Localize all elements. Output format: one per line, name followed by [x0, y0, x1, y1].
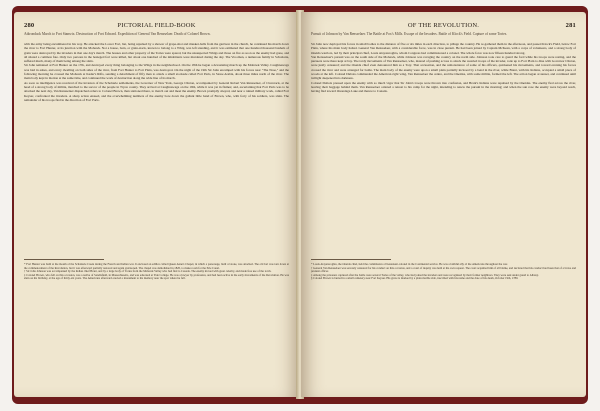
right-page-number: 281 [565, 22, 576, 29]
left-page [14, 12, 299, 397]
right-page [301, 12, 586, 397]
left-footnote-rule [24, 259, 104, 260]
right-body-text: Sir John now deployed his forces in small bodies to the distance of five or six miles in each direction, to pillage the country. He re-gathered them in the afternoon, and passed Klock's Field, below Fort Plain, where his main body halted. General Van Rensselaer, with a considerable force, was in close pursuit. He had been joined by Captain McKean, with a corps of volunteers, and a strong body of Oneida warriors, led by their principal chief, Louis Atayataroghta, whom Congress had commissioned a colonel. The whole force was now fifteen hundred strong. Van Rensselaer's pursuit was on the south side of the Mohawk, while Johnson was ravaging the country on the north side. Johnson took care to guard the ford while his troops were resting, and the pursuers were there kept at bay. The tardy movements of Van Rensselaer, who, instead of pushing across to attack the wearied troops of the invader, rode up to Fort Plain to dine with Governor Clinton, were justly censured; and the Oneida chief even denounced him as a Tory. That accusation, and the remonstrance of some of his officers, quickened his movements, and toward evening his forces crossed the river and were arranged for battle. The main body of the enemy were upon a small plain partially inclosed by a bend in the river, while Brant, with his Indians, occupied a small piece of woods at the left. Colonel Dubois commanded the American right wing, Van Rensselaer the centre, and the Oneidas, with some militia, formed the left. The action began at sunset, and continued until twilight deepened into darkness. Colonel Dubois pressed upon the enemy with so much vigor that Sir John's troops were thrown into confusion, and Brant's Indians were repulsed by the Oneidas. The enemy fled across the river, leaving their baggage behind them. Van Rensselaer ordered a retreat to his camp for the night, intending to renew the pursuit in the morning; and when the sun rose the enemy were beyond reach, having fled toward Onondaga Lake and thence to Canada. [311, 42, 576, 94]
right-footnotes: * Louis Atayataroghta, the Oneida chief, held the commission of lieutenant-colonel in the Continental service. He was a faithful ally of the Americans throughout the war. † General Van Rensselaer was severely censured for his conduct on this occasion, and a court of inquiry was held at his own request. The court acquitted him of all blame, and declared that his conduct had been that of a brave and prudent officer. ‡ Among the prisoners captured after the battle were several Tories of the valley, who had joined the invaders and were recognized by their former neighbors. They were sent under guard to Albany. § Colonel Brown is buried in a small cemetery near Fort Keyser. His grave is marked by a plain marble slab, inscribed with his name and the date of his death, October 19th, 1780. [311, 263, 576, 281]
right-subheads: Pursuit of Johnson by Van Rensselaer. The Battle at Fox's Mills. Escape of the Invaders. Battle of Klock's Field. Capture of some Tories. [311, 32, 508, 36]
left-page-number: 280 [24, 22, 35, 29]
right-running-title: OF THE REVOLUTION. [407, 22, 480, 29]
left-subheads: Adirondack March to Fort Stanwix. Destruction of Fort Edward. Expedition of General Van Rensselaer. Death of Colonel Brown. [24, 32, 211, 36]
left-body-text: with the army being encumbered in his way. He attacked the Lower Fort, but, being repulsed by a shower of grape-shot and musket-balls from the garrison in the church, he continued his march down the river to Fort Hunter, at its junction with the Mohawk. Not a house, barn, or grain-stack, known to belong to a Whig, was left standing, and it was estimated that one hundred thousand bushels of grain were destroyed by the invaders in that one day's march. The houses and other property of the Tories were spared, but the unsuspected Whigs and those on fire as soon as the enemy had gone, and all shared a common fate. Only two persons in the besieged fort were killed, but about one hundred of the inhabitants were murdered during the day. The Vrooman, a numerous family in Schoharie, suffered much, many of them being among the slain. Sir John remained at Fort Hunter on the 17th, and destroyed every thing belonging to the Whigs in the neighborhood. On the 18th he began a devastating march up the Mohawk Valley. Caughnawaga was laid in ashes, and every dwelling on both sides of the river, from Fort Hunter to Fort Plain, was destroyed. On the night of the 19th Sir John encamped with his forces near "The Nose," and the following morning he crossed the Mohawk at Keder's Rifts, sending a detachment of fifty men to attack a small stockade called Fort Paris, in Stone Arabia, about three miles north of the river. The main body kept in motion at the same time, and continued the work of destruction along the wide line of its march. As soon as intelligence was received of the invasion of the Schoharie settlements, the Governor of New York, George Clinton, accompanied by General Robert Van Rensselaer, of Claverack, at the head of a strong body of militia, marched to the succor of the people in Tryon county. They arrived at Caughnawaga on the 19th, while it was yet in flames; and, ascertaining that Fort Paris was to be attacked the next day, Van Rensselaer dispatched orders to Colonel Brown, then stationed there, to march out and meet the enemy. Brown promptly obeyed, and near a ruined military work, called Fort Keyser, confronted the invaders. A sharp action ensued, and the overwhelming numbers of the enemy bore down the gallant little band of Brown, who, with forty of his soldiers, was slain. The remainder of his troops fled in the direction of Fort Paris. [24, 42, 289, 102]
left-footnotes: * Fort Hunter was built at the mouth of the Schoharie Creek during the French and Indian war. It enclosed an edifice called Queen Anne's Chapel, in which a parsonage, built of stone, was attached. The old fort was torn down at the commencement of the Revolution, but it was afterward partially restored and again garrisoned. The chapel was demolished in 1820, to make room for the Erie Canal. † Sir John Johnson was accompanied by the Indian chief Brant, and by a large body of Tories from the Mohawk Valley who had fled to Canada. The enemy moved with great celerity, and made free use of the torch. ‡ Colonel Brown, who fell on this occasion, was a native of Sandisfield, in Massachusetts, and was educated at Yale College. He was a lawyer by profession, and had been active in the early movements of the Revolution. He was slain on his birthday, at the age of thirty-six years. The Americans afterward erected a monument to his memory near the spot where he fell. [24, 263, 289, 281]
left-running-title: PICTORIAL FIELD-BOOK [117, 22, 196, 29]
right-footnote-rule [311, 259, 391, 260]
